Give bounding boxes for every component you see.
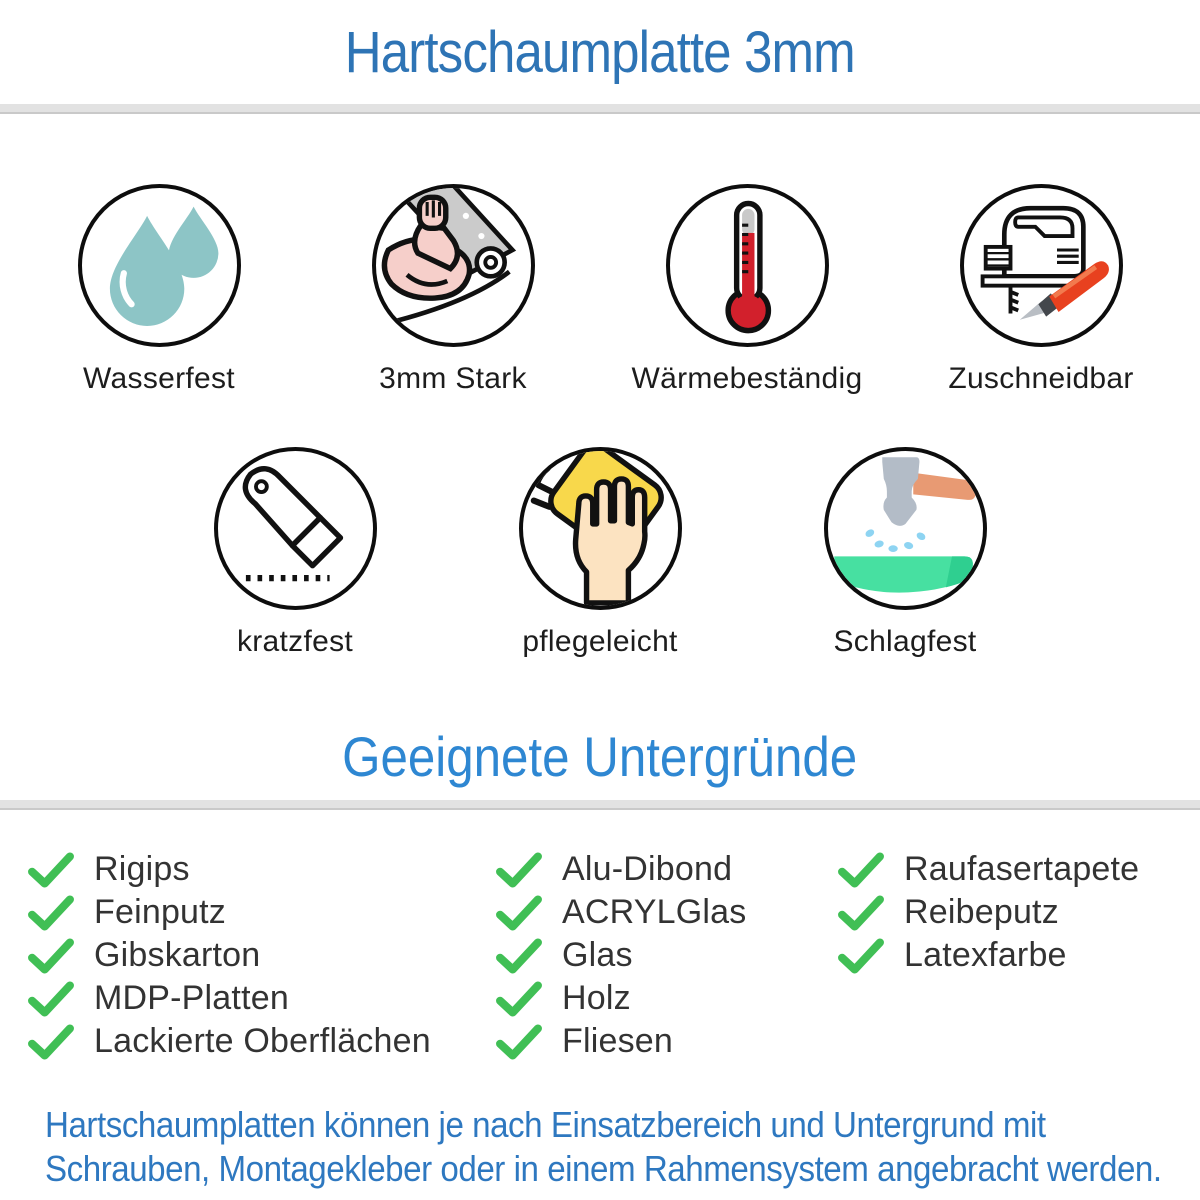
substrate-label: Raufasertapete bbox=[904, 850, 1140, 888]
substrate-label: Alu-Dibond bbox=[562, 850, 733, 888]
page-title: Hartschaumplatte 3mm bbox=[344, 19, 855, 85]
substrate-list bbox=[0, 848, 1200, 1063]
checkmark-icon bbox=[28, 1024, 74, 1060]
jigsaw-cutter-icon bbox=[960, 184, 1123, 347]
substrate-label: Feinputz bbox=[94, 893, 227, 931]
footer-note bbox=[0, 1103, 1200, 1191]
footer-line: Hartschaumplatten können je nach Einsatzbereich und Untergrund mit bbox=[45, 1104, 1046, 1145]
checkmark-icon bbox=[28, 938, 74, 974]
feature-schlagfest bbox=[753, 447, 1058, 660]
feature-label: Schlagfest bbox=[833, 625, 977, 658]
checkmark-icon bbox=[838, 895, 884, 931]
header bbox=[0, 0, 1200, 104]
checkmark-icon bbox=[28, 895, 74, 931]
substrate-label: Reibeputz bbox=[904, 893, 1059, 931]
list-item bbox=[496, 848, 838, 891]
substrate-label: Rigips bbox=[94, 850, 190, 888]
substrate-label: Latexfarbe bbox=[904, 936, 1067, 974]
checkmark-icon bbox=[496, 1024, 542, 1060]
feature-kratzfest bbox=[143, 447, 448, 660]
muscle-arm-icon bbox=[372, 184, 535, 347]
list-item bbox=[28, 848, 496, 891]
list-item bbox=[28, 1020, 496, 1063]
feature-zuschneidbar bbox=[894, 184, 1188, 397]
substrate-label: ACRYLGlas bbox=[562, 893, 747, 931]
list-item bbox=[28, 934, 496, 977]
list-item bbox=[496, 977, 838, 1020]
feature-label: Zuschneidbar bbox=[948, 362, 1134, 395]
substrate-label: Lackierte Oberflächen bbox=[94, 1022, 431, 1060]
feature-3mm-stark bbox=[306, 184, 600, 397]
feature-wasserfest bbox=[12, 184, 306, 397]
substrate-label: Fliesen bbox=[562, 1022, 674, 1060]
feature-label: kratzfest bbox=[236, 625, 354, 658]
substrate-label: Gibskarton bbox=[94, 936, 261, 974]
checkmark-icon bbox=[496, 852, 542, 888]
list-item bbox=[28, 977, 496, 1020]
list-item bbox=[838, 891, 1200, 934]
checkmark-icon bbox=[496, 895, 542, 931]
checkmark-icon bbox=[838, 938, 884, 974]
feature-label: Wasserfest bbox=[83, 362, 235, 395]
section-header bbox=[0, 712, 1200, 800]
checkmark-icon bbox=[496, 938, 542, 974]
substrate-label: MDP-Platten bbox=[94, 979, 289, 1017]
list-item bbox=[838, 934, 1200, 977]
utility-knife-icon bbox=[214, 447, 377, 610]
checkmark-icon bbox=[28, 852, 74, 888]
substrate-column-2 bbox=[496, 848, 838, 1063]
checkmark-icon bbox=[838, 852, 884, 888]
divider bbox=[0, 800, 1200, 810]
feature-waermebestaendig bbox=[600, 184, 894, 397]
list-item bbox=[28, 891, 496, 934]
divider bbox=[0, 104, 1200, 114]
substrate-column-1 bbox=[28, 848, 496, 1063]
water-drops-icon bbox=[78, 184, 241, 347]
substrate-column-3 bbox=[838, 848, 1200, 1063]
list-item bbox=[838, 848, 1200, 891]
substrate-label: Glas bbox=[562, 936, 633, 974]
hammer-impact-icon bbox=[824, 447, 987, 610]
feature-label: 3mm Stark bbox=[379, 362, 527, 395]
feature-pflegeleicht bbox=[448, 447, 753, 660]
checkmark-icon bbox=[28, 981, 74, 1017]
feature-label: Wärmebeständig bbox=[631, 362, 863, 395]
list-item bbox=[496, 934, 838, 977]
cleaning-hand-icon bbox=[519, 447, 682, 610]
footer-line: Schrauben, Montagekleber oder in einem Rahmensystem angebracht werden. bbox=[45, 1148, 1162, 1189]
checkmark-icon bbox=[496, 981, 542, 1017]
feature-label: pflegeleicht bbox=[522, 625, 678, 658]
feature-row-2 bbox=[0, 447, 1200, 660]
list-item bbox=[496, 1020, 838, 1063]
feature-row-1 bbox=[0, 184, 1200, 397]
section-title: Geeignete Untergründe bbox=[342, 724, 858, 788]
substrate-label: Holz bbox=[562, 979, 631, 1017]
thermometer-icon bbox=[666, 184, 829, 347]
list-item bbox=[496, 891, 838, 934]
